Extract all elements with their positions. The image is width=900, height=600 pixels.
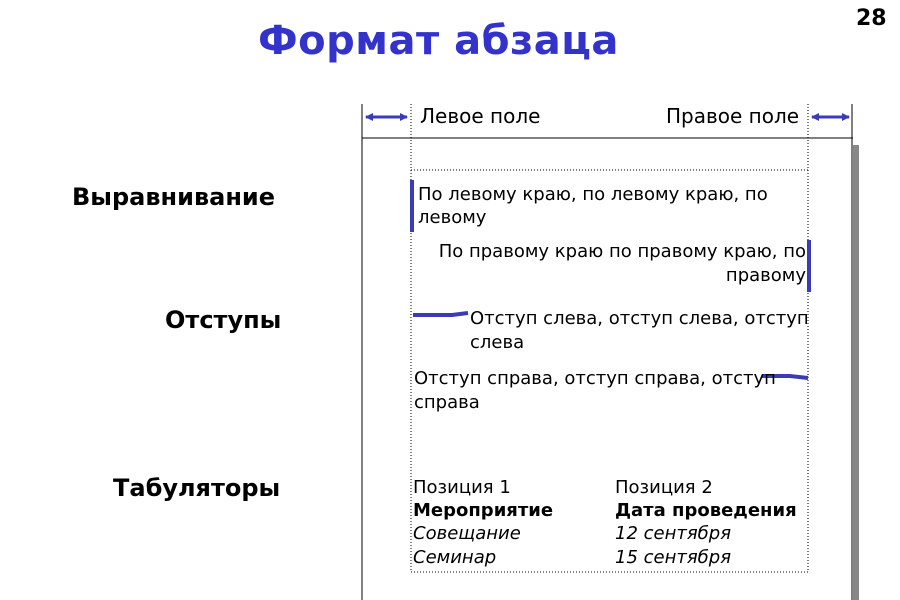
tab-col1-header: Мероприятие (413, 500, 554, 521)
right-align-line-1: По правому краю по правому краю, по (438, 241, 806, 262)
left-margin-label: Левое поле (420, 104, 541, 128)
indent-right-line-2: справа (414, 392, 480, 413)
right-margin-label: Правое поле (666, 104, 800, 128)
indent-left-line-2: слева (470, 332, 525, 353)
right-align-line-2: правому (725, 265, 806, 286)
section-alignment: Выравнивание (72, 183, 276, 211)
section-tabs: Табуляторы (113, 474, 281, 502)
tab-col1-row-2: Семинар (413, 547, 497, 568)
tab-col1-row-1: Совещание (413, 523, 521, 544)
tab-col2-row-1: 12 сентября (615, 523, 732, 544)
page-title: Формат абзаца (258, 18, 619, 64)
left-align-line-1: По левому краю, по левому краю, по (418, 184, 768, 205)
right-align-marker (807, 240, 811, 292)
slide-number: 28 (856, 6, 887, 31)
left-align-marker (410, 180, 414, 232)
indent-left-line-1: Отступ слева, отступ слева, отступ (470, 308, 809, 329)
left-align-line-2: левому (418, 207, 487, 228)
tab-position-1: Позиция 1 (413, 477, 511, 498)
section-indents: Отступы (165, 306, 282, 334)
tab-col2-row-2: 15 сентября (615, 547, 732, 568)
tab-col2-header: Дата проведения (615, 500, 797, 521)
indent-left-marker (413, 313, 468, 315)
page-shadow (853, 145, 859, 600)
indent-right-line-1: Отступ справа, отступ справа, отступ (414, 368, 776, 389)
tab-position-2: Позиция 2 (615, 477, 713, 498)
